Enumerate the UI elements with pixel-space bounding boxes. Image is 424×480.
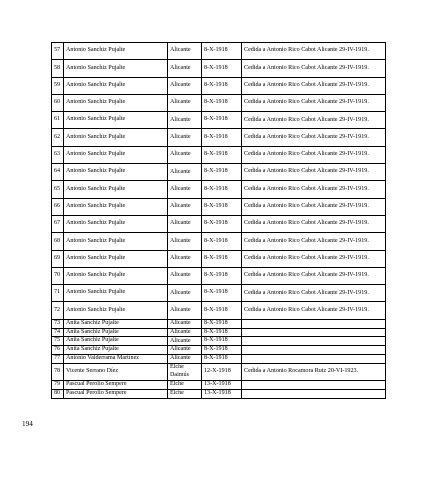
place-cell: Alicante — [168, 43, 202, 60]
note-cell: Cedida a Antonio Rico Cabot Alicante 29-IV-1919. — [242, 250, 386, 267]
table-row — [52, 267, 386, 284]
table-row — [52, 60, 386, 77]
date-cell: 8-X-1918 — [202, 198, 242, 215]
place-cell: Alicante — [168, 112, 202, 129]
page-number: 194 — [22, 420, 33, 428]
note-cell: Cedida a Antonio Rico Cabot Alicante 29-IV-1919. — [242, 60, 386, 77]
holder-name-cell: Antonio Sanchiz Pujalte — [64, 250, 168, 267]
date-cell: 8-X-1918 — [202, 112, 242, 129]
date-cell: 8-X-1918 — [202, 346, 242, 355]
row-number-cell: 76 — [52, 346, 64, 355]
date-cell: 8-X-1918 — [202, 43, 242, 60]
row-number-cell: 75 — [52, 337, 64, 346]
date-cell: 8-X-1918 — [202, 181, 242, 198]
holder-name-cell: Vicente Serrano Díez — [64, 363, 168, 380]
place-cell: Alicante — [168, 215, 202, 232]
table-row — [52, 389, 386, 398]
holder-name-cell: Anita Sanchiz Pujalte — [64, 319, 168, 328]
place-cell: Alicante — [168, 198, 202, 215]
note-cell — [242, 381, 386, 390]
table-row — [52, 346, 386, 355]
row-number-cell: 69 — [52, 250, 64, 267]
row-number-cell: 66 — [52, 198, 64, 215]
holder-name-cell: Antonio Sanchiz Pujalte — [64, 146, 168, 163]
place-cell: Alicante — [168, 285, 202, 302]
holder-name-cell: Antonio Sanchiz Pujalte — [64, 43, 168, 60]
holder-name-cell: Antonio Sanchiz Pujalte — [64, 285, 168, 302]
table-row — [52, 233, 386, 250]
row-number-cell: 68 — [52, 233, 64, 250]
note-cell: Cedida a Antonio Rocamora Ruiz 20-VI-1923. — [242, 363, 386, 380]
place-cell: Alicante — [168, 233, 202, 250]
table-row — [52, 94, 386, 111]
place-cell: Alicante — [168, 164, 202, 181]
row-number-cell: 59 — [52, 77, 64, 94]
holder-name-cell: Antonio Sanchiz Pujalte — [64, 215, 168, 232]
table-row — [52, 302, 386, 319]
note-cell — [242, 354, 386, 363]
row-number-cell: 57 — [52, 43, 64, 60]
holder-name-cell: Antonio Sanchiz Pujalte — [64, 233, 168, 250]
row-number-cell: 74 — [52, 328, 64, 337]
note-cell: Cedida a Antonio Rico Cabot Alicante 29-IV-1919. — [242, 233, 386, 250]
row-number-cell: 72 — [52, 302, 64, 319]
register-table-body — [52, 43, 386, 399]
note-cell: Cedida a Antonio Rico Cabot Alicante 29-IV-1919. — [242, 146, 386, 163]
holder-name-cell: Antonio Sanchiz Pujalte — [64, 181, 168, 198]
row-number-cell: 80 — [52, 389, 64, 398]
row-number-cell: 78 — [52, 363, 64, 380]
note-cell: Cedida a Antonio Rico Cabot Alicante 29-IV-1919. — [242, 302, 386, 319]
holder-name-cell: Antonio Sanchiz Pujalte — [64, 129, 168, 146]
holder-name-cell: Antonio Sanchiz Pujalte — [64, 112, 168, 129]
holder-name-cell: Pascual Perolio Sempere — [64, 389, 168, 398]
note-cell: Cedida a Antonio Rico Cabot Alicante 29-IV-1919. — [242, 285, 386, 302]
holder-name-cell: Antonio Sanchiz Pujalte — [64, 77, 168, 94]
date-cell: 8-X-1918 — [202, 328, 242, 337]
register-table — [51, 42, 386, 399]
note-cell: Cedida a Antonio Rico Cabot Alicante 29-IV-1919. — [242, 112, 386, 129]
table-row — [52, 363, 386, 380]
row-number-cell: 65 — [52, 181, 64, 198]
date-cell: 12-X-1918 — [202, 363, 242, 380]
row-number-cell: 62 — [52, 129, 64, 146]
place-cell: Alicante — [168, 267, 202, 284]
note-cell: Cedida a Antonio Rico Cabot Alicante 29-IV-1919. — [242, 94, 386, 111]
place-cell: Elche Daimús — [168, 363, 202, 380]
date-cell: 8-X-1918 — [202, 319, 242, 328]
holder-name-cell: Antonio Sanchiz Pujalte — [64, 267, 168, 284]
date-cell: 8-X-1918 — [202, 164, 242, 181]
row-number-cell: 64 — [52, 164, 64, 181]
holder-name-cell: Pascual Perolio Sempere — [64, 381, 168, 390]
date-cell: 8-X-1918 — [202, 146, 242, 163]
table-row — [52, 215, 386, 232]
row-number-cell: 77 — [52, 354, 64, 363]
note-cell: Cedida a Antonio Rico Cabot Alicante 29-IV-1919. — [242, 129, 386, 146]
holder-name-cell: Antonio Sanchiz Pujalte — [64, 60, 168, 77]
table-row — [52, 43, 386, 60]
note-cell: Cedida a Antonio Rico Cabot Alicante 29-IV-1919. — [242, 198, 386, 215]
holder-name-cell: Antonio Sanchiz Pujalte — [64, 164, 168, 181]
place-cell: Alicante — [168, 250, 202, 267]
holder-name-cell: Anita Sanchiz Pujalte — [64, 337, 168, 346]
table-row — [52, 198, 386, 215]
table-row — [52, 354, 386, 363]
table-row — [52, 328, 386, 337]
holder-name-cell: Antonio Valderrama Martínez — [64, 354, 168, 363]
table-row — [52, 319, 386, 328]
row-number-cell: 61 — [52, 112, 64, 129]
place-cell: Elche — [168, 389, 202, 398]
table-row — [52, 129, 386, 146]
holder-name-cell: Antonio Sanchiz Pujalte — [64, 198, 168, 215]
table-row — [52, 164, 386, 181]
date-cell: 8-X-1918 — [202, 60, 242, 77]
table-row — [52, 146, 386, 163]
date-cell: 8-X-1918 — [202, 337, 242, 346]
note-cell: Cedida a Antonio Rico Cabot Alicante 29-IV-1919. — [242, 164, 386, 181]
table-row — [52, 77, 386, 94]
holder-name-cell: Antonio Sanchiz Pujalte — [64, 94, 168, 111]
date-cell: 8-X-1918 — [202, 129, 242, 146]
row-number-cell: 67 — [52, 215, 64, 232]
date-cell: 8-X-1918 — [202, 354, 242, 363]
row-number-cell: 70 — [52, 267, 64, 284]
date-cell: 13-X-1918 — [202, 389, 242, 398]
place-cell: Alicante — [168, 94, 202, 111]
place-cell: Alicante — [168, 346, 202, 355]
place-cell: Alicante — [168, 129, 202, 146]
place-cell: Alicante — [168, 319, 202, 328]
note-cell: Cedida a Antonio Rico Cabot Alicante 29-IV-1919. — [242, 267, 386, 284]
place-cell: Alicante — [168, 354, 202, 363]
date-cell: 8-X-1918 — [202, 285, 242, 302]
holder-name-cell: Anita Sanchiz Pujalte — [64, 328, 168, 337]
note-cell — [242, 389, 386, 398]
row-number-cell: 58 — [52, 60, 64, 77]
row-number-cell: 60 — [52, 94, 64, 111]
date-cell: 8-X-1918 — [202, 267, 242, 284]
place-cell: Alicante — [168, 181, 202, 198]
table-row — [52, 250, 386, 267]
row-number-cell: 71 — [52, 285, 64, 302]
date-cell: 8-X-1918 — [202, 250, 242, 267]
date-cell: 8-X-1918 — [202, 77, 242, 94]
place-cell: Alicante — [168, 328, 202, 337]
table-row — [52, 285, 386, 302]
holder-name-cell: Antonio Sanchiz Pujalte — [64, 302, 168, 319]
place-cell: Alicante — [168, 337, 202, 346]
holder-name-cell: Anita Sanchiz Pujalte — [64, 346, 168, 355]
table-row — [52, 337, 386, 346]
note-cell — [242, 337, 386, 346]
row-number-cell: 73 — [52, 319, 64, 328]
note-cell — [242, 346, 386, 355]
note-cell: Cedida a Antonio Rico Cabot Alicante 29-IV-1919. — [242, 77, 386, 94]
date-cell: 8-X-1918 — [202, 233, 242, 250]
note-cell — [242, 328, 386, 337]
place-cell: Alicante — [168, 302, 202, 319]
date-cell: 8-X-1918 — [202, 215, 242, 232]
table-row — [52, 112, 386, 129]
table-row — [52, 381, 386, 390]
row-number-cell: 79 — [52, 381, 64, 390]
note-cell — [242, 319, 386, 328]
place-cell: Alicante — [168, 77, 202, 94]
note-cell: Cedida a Antonio Rico Cabot Alicante 29-IV-1919. — [242, 181, 386, 198]
place-cell: Elche — [168, 381, 202, 390]
date-cell: 8-X-1918 — [202, 302, 242, 319]
note-cell: Cedida a Antonio Rico Cabot Alicante 29-IV-1919. — [242, 215, 386, 232]
date-cell: 13-X-1918 — [202, 381, 242, 390]
table-row — [52, 181, 386, 198]
note-cell: Cedida a Antonio Rico Cabot Alicante 29-IV-1919. — [242, 43, 386, 60]
date-cell: 8-X-1918 — [202, 94, 242, 111]
place-cell: Alicante — [168, 146, 202, 163]
place-cell: Alicante — [168, 60, 202, 77]
row-number-cell: 63 — [52, 146, 64, 163]
